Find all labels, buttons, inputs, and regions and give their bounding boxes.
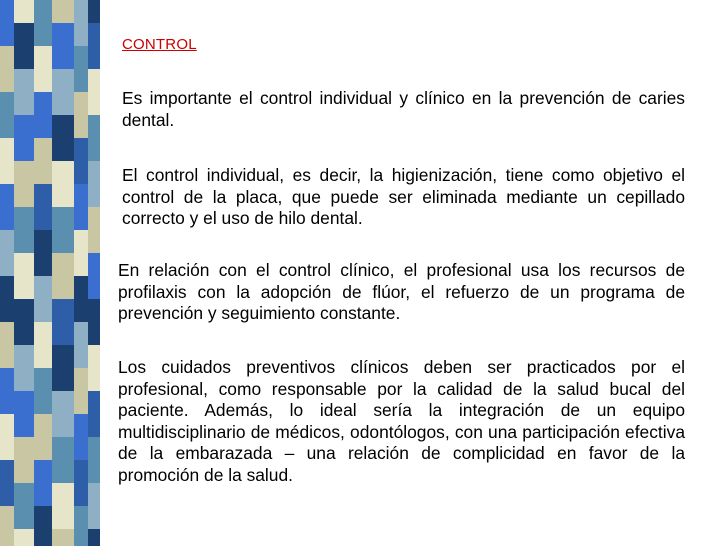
band-cell <box>14 69 34 115</box>
band-cell <box>74 230 88 276</box>
band-cell <box>88 161 100 207</box>
band-cell <box>52 207 74 253</box>
band-cell <box>34 46 52 92</box>
band-cell <box>52 391 74 437</box>
band-cell <box>88 0 100 23</box>
band-column <box>88 0 100 546</box>
band-cell <box>52 437 74 483</box>
band-cell <box>52 345 74 391</box>
band-cell <box>34 138 52 184</box>
band-cell <box>0 0 14 46</box>
band-cell <box>0 276 14 322</box>
band-cell <box>34 276 52 322</box>
slide-title: CONTROL <box>122 36 197 53</box>
band-cell <box>74 414 88 460</box>
band-cell <box>74 92 88 138</box>
band-cell <box>52 23 74 69</box>
band-cell <box>0 184 14 230</box>
band-cell <box>34 0 52 46</box>
band-cell <box>34 184 52 230</box>
band-cell <box>14 391 34 437</box>
paragraph-individual-control: El control individual, es decir, la higienización, tiene como objetivo el control de la placa, que puede ser eliminada mediante un cepillado correcto y el uso de hilo dental. <box>122 165 685 229</box>
paragraph-clinical-control: En relación con el control clínico, el profesional usa los recursos de profilaxis con la adopción de flúor, el refuerzo de un programa de prevención y seguimiento constante. <box>118 260 685 324</box>
band-cell <box>0 230 14 276</box>
band-cell <box>88 253 100 299</box>
band-cell <box>74 460 88 506</box>
band-column <box>74 0 88 546</box>
decorative-side-band <box>0 0 100 546</box>
band-cell <box>52 483 74 529</box>
band-cell <box>88 23 100 69</box>
band-cell <box>14 23 34 69</box>
band-cell <box>34 368 52 414</box>
band-cell <box>74 46 88 92</box>
band-cell <box>52 69 74 115</box>
band-cell <box>34 92 52 138</box>
band-cell <box>14 115 34 161</box>
band-cell <box>74 322 88 368</box>
band-cell <box>14 161 34 207</box>
band-cell <box>0 46 14 92</box>
band-cell <box>88 115 100 161</box>
band-cell <box>14 207 34 253</box>
band-cell <box>52 0 74 23</box>
band-cell <box>74 184 88 230</box>
band-cell <box>88 207 100 253</box>
band-cell <box>74 0 88 46</box>
band-cell <box>88 529 100 546</box>
band-cell <box>34 230 52 276</box>
band-cell <box>0 460 14 506</box>
band-cell <box>52 529 74 546</box>
band-cell <box>74 138 88 184</box>
band-cell <box>14 529 34 546</box>
band-column <box>52 0 74 546</box>
band-cell <box>52 115 74 161</box>
paragraph-importance: Es importante el control individual y clínico en la prevención de caries dental. <box>122 88 685 130</box>
band-cell <box>14 299 34 345</box>
band-cell <box>34 460 52 506</box>
band-cell <box>52 253 74 299</box>
band-cell <box>74 276 88 322</box>
band-cell <box>88 345 100 391</box>
band-cell <box>34 506 52 546</box>
band-cell <box>0 92 14 138</box>
band-column <box>0 0 14 546</box>
band-cell <box>14 253 34 299</box>
band-cell <box>52 299 74 345</box>
band-cell <box>0 138 14 184</box>
band-cell <box>34 322 52 368</box>
band-cell <box>0 506 14 546</box>
band-column <box>14 0 34 546</box>
band-cell <box>52 161 74 207</box>
band-cell <box>0 368 14 414</box>
band-cell <box>14 483 34 529</box>
band-cell <box>74 506 88 546</box>
band-cell <box>34 414 52 460</box>
band-cell <box>14 437 34 483</box>
paragraph-preventive-care: Los cuidados preventivos clínicos deben ser practicados por el profesional, como responsable por la calidad de la salud bucal del paciente. Además, lo ideal sería la integración de un equipo multidisciplinario de médicos, odontólogos, con una participación efectiva de la embarazada – una relación de complicidad en favor de la promoción de la salud. <box>118 357 685 485</box>
band-cell <box>88 69 100 115</box>
band-cell <box>88 437 100 483</box>
band-cell <box>0 414 14 460</box>
band-cell <box>0 322 14 368</box>
band-cell <box>74 368 88 414</box>
band-cell <box>14 0 34 23</box>
band-cell <box>88 299 100 345</box>
band-cell <box>88 483 100 529</box>
band-column <box>34 0 52 546</box>
band-cell <box>88 391 100 437</box>
band-cell <box>14 345 34 391</box>
